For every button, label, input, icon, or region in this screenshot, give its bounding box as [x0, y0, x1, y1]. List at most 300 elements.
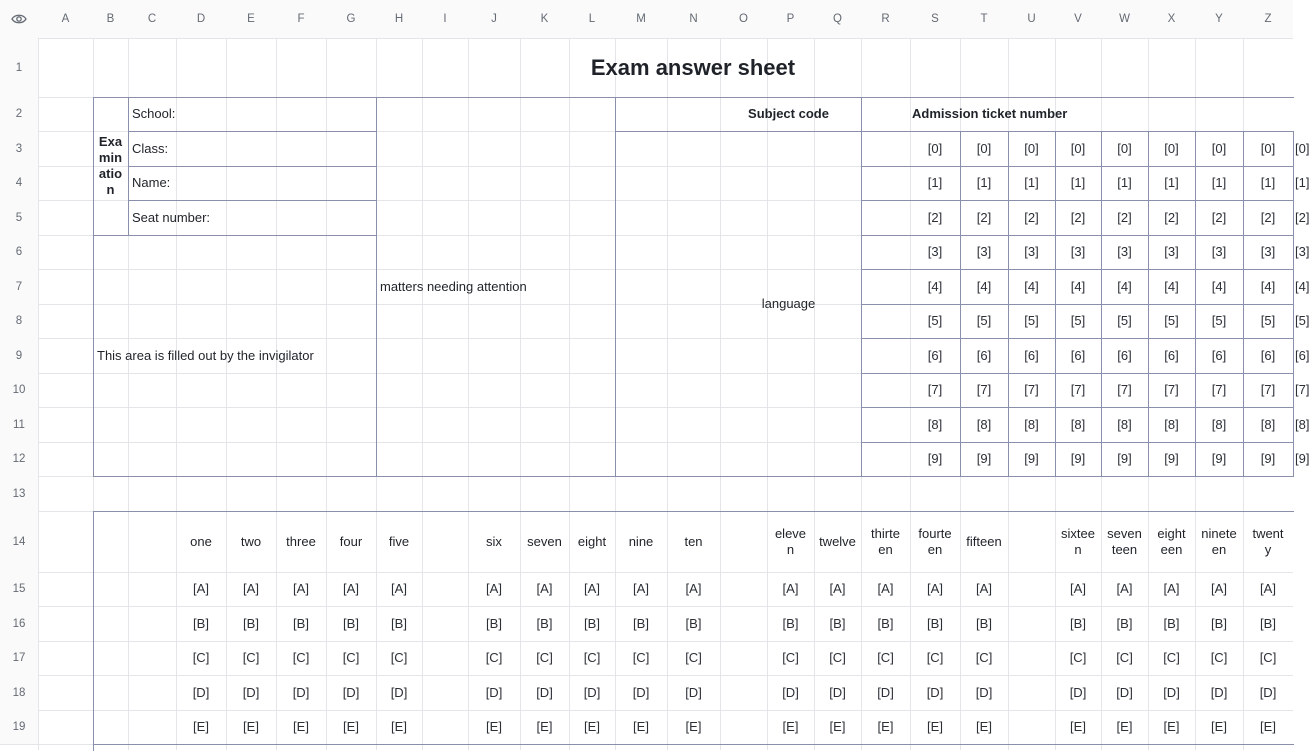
question-number: two [240, 533, 262, 549]
ticket-digit-mark[interactable]: [0] [976, 140, 992, 156]
ticket-digit-mark[interactable]: [7] [1260, 382, 1276, 397]
answer-choice-mark[interactable]: [E] [685, 719, 702, 734]
answer-choice-mark[interactable]: [A] [1070, 581, 1086, 596]
ticket-digit-mark[interactable]: [5] [1164, 313, 1179, 328]
column-header-o[interactable]: O [720, 0, 767, 38]
answer-choice-mark[interactable]: [A] [633, 581, 649, 596]
ticket-digit-mark[interactable]: [5] [1024, 313, 1039, 328]
answer-choice-mark[interactable]: [C] [192, 650, 210, 665]
ticket-digit-mark[interactable]: [6] [1070, 347, 1086, 363]
ticket-digit-mark[interactable]: [9] [1070, 451, 1086, 466]
answer-choice-mark[interactable]: [A] [584, 581, 600, 596]
ticket-digit-mark[interactable]: [5] [927, 313, 943, 328]
ticket-digit-mark[interactable]: [8] [1164, 416, 1179, 432]
column-header-l[interactable]: L [569, 0, 615, 38]
invigilator-area[interactable]: This area is filled out by the invigilator [97, 347, 314, 363]
border-line [960, 131, 961, 477]
question-number: fifteen [966, 533, 1002, 549]
answer-choice-mark[interactable]: [B] [391, 615, 407, 631]
ticket-digit-mark[interactable]: [4] [1164, 278, 1179, 294]
answer-choice-mark[interactable]: [A] [685, 581, 702, 596]
ticket-digit-mark[interactable]: [1] [1024, 175, 1039, 190]
eye-icon[interactable] [11, 13, 27, 25]
answer-choice-mark[interactable]: [D] [292, 684, 310, 700]
ticket-digit-mark[interactable]: [9] [1024, 451, 1039, 466]
field-label-1[interactable]: Class: [132, 140, 169, 156]
answer-choice-mark[interactable]: [B] [976, 615, 992, 631]
border-line [861, 269, 1294, 270]
column-header-b[interactable]: B [93, 0, 128, 38]
ticket-digit-mark[interactable]: [2] [927, 209, 943, 225]
row-header-10[interactable]: 10 [0, 373, 38, 407]
border-line [861, 304, 1294, 305]
ticket-digit-mark[interactable]: [5] [1070, 313, 1086, 328]
answer-choice-mark[interactable]: [B] [1070, 615, 1086, 631]
answer-choice-mark[interactable]: [B] [685, 615, 702, 631]
answer-choice-mark[interactable]: [E] [584, 719, 600, 734]
answer-choice-mark[interactable]: [E] [976, 719, 992, 734]
question-number: twelve [819, 533, 856, 549]
column-header-x[interactable]: X [1148, 0, 1195, 38]
ticket-digit-mark[interactable]: [5] [1211, 313, 1227, 328]
column-header-i[interactable]: I [422, 0, 468, 38]
field-label-0[interactable]: School: [132, 106, 176, 121]
ticket-digit-mark[interactable]: [8] [1295, 416, 1310, 432]
answer-choice-mark[interactable]: [E] [1116, 719, 1133, 734]
ticket-digit-mark[interactable]: [4] [976, 278, 992, 294]
column-header-c[interactable]: C [128, 0, 176, 38]
ticket-digit-mark[interactable]: [0] [1260, 140, 1276, 156]
answer-choice-mark[interactable]: [C] [342, 650, 360, 665]
answer-choice-mark[interactable]: [D] [685, 684, 702, 700]
answer-choice-mark[interactable]: [D] [1259, 684, 1277, 700]
answer-choice-mark[interactable]: [A] [1260, 581, 1276, 596]
ticket-digit-mark[interactable]: [7] [927, 382, 943, 397]
border-line [93, 97, 94, 477]
ticket-digit-mark[interactable]: [3] [927, 244, 943, 259]
answer-choice-mark[interactable]: [D] [877, 684, 894, 700]
row-header-4[interactable]: 4 [0, 166, 38, 200]
ticket-digit-mark[interactable]: [5] [1260, 313, 1276, 328]
answer-choice-mark[interactable]: [B] [243, 615, 259, 631]
ticket-digit-mark[interactable]: [7] [1070, 382, 1086, 397]
answer-choice-mark[interactable]: [C] [536, 650, 553, 665]
column-header-w[interactable]: W [1101, 0, 1148, 38]
answer-choice-mark[interactable]: [E] [536, 719, 553, 734]
question-number: four [339, 533, 363, 549]
answer-choice-mark[interactable]: [C] [292, 650, 310, 665]
answer-choice-mark[interactable]: [D] [342, 684, 360, 700]
ticket-digit-mark[interactable]: [0] [927, 140, 943, 156]
answer-choice-mark[interactable]: [A] [391, 581, 407, 596]
border-line [376, 97, 377, 477]
answer-choice-mark[interactable]: [A] [782, 581, 799, 596]
ticket-digit-mark[interactable]: [9] [1211, 451, 1227, 466]
border-line [861, 442, 1294, 443]
answer-choice-mark[interactable]: [D] [242, 684, 260, 700]
ticket-digit-mark[interactable]: [8] [1070, 416, 1086, 432]
ticket-digit-mark[interactable]: [5] [1295, 313, 1310, 328]
column-header-y[interactable]: Y [1195, 0, 1243, 38]
answer-choice-mark[interactable]: [A] [193, 581, 209, 596]
answer-choice-mark[interactable]: [B] [877, 615, 894, 631]
ticket-digit-mark[interactable]: [7] [1164, 382, 1179, 397]
answer-choice-mark[interactable]: [E] [829, 719, 846, 734]
column-header-k[interactable]: K [520, 0, 569, 38]
ticket-digit-mark[interactable]: [3] [1211, 244, 1227, 259]
answer-choice-mark[interactable]: [C] [485, 650, 503, 665]
row-header-1[interactable]: 1 [0, 38, 38, 97]
border-line [1055, 131, 1056, 477]
subject-code-label: Subject code [748, 106, 829, 121]
border-line [93, 476, 1294, 477]
border-line [615, 97, 616, 477]
ticket-digit-mark[interactable]: [3] [1070, 244, 1086, 259]
answer-choice-mark[interactable]: [A] [343, 581, 359, 596]
ticket-digit-mark[interactable]: [5] [1117, 313, 1132, 328]
answer-choice-mark[interactable]: [D] [782, 684, 799, 700]
ticket-digit-mark[interactable]: [6] [927, 347, 943, 363]
border-line [128, 166, 377, 167]
answer-choice-mark[interactable]: [D] [1163, 684, 1180, 700]
answer-choice-mark[interactable]: [A] [976, 581, 992, 596]
column-header-r[interactable]: R [861, 0, 910, 38]
ticket-digit-mark[interactable]: [6] [1117, 347, 1132, 363]
answer-choice-mark[interactable]: [D] [975, 684, 993, 700]
ticket-digit-mark[interactable]: [0] [1117, 140, 1132, 156]
ticket-digit-mark[interactable]: [9] [976, 451, 992, 466]
answer-choice-mark[interactable]: [B] [536, 615, 553, 631]
answer-choice-mark[interactable]: [C] [1259, 650, 1277, 665]
column-header-h[interactable]: H [376, 0, 422, 38]
question-number: twent y [1252, 525, 1284, 557]
row-header-15[interactable]: 15 [0, 572, 38, 606]
answer-choice-mark[interactable]: [C] [1069, 650, 1087, 665]
answer-choice-mark[interactable]: [B] [584, 615, 600, 631]
answer-choice-mark[interactable]: [E] [1211, 719, 1227, 734]
border-line [128, 200, 377, 201]
attention-area[interactable]: matters needing attention [380, 278, 527, 294]
answer-choice-mark[interactable]: [B] [343, 615, 359, 631]
ticket-digit-mark[interactable]: [7] [1117, 382, 1132, 397]
border-line [93, 235, 377, 236]
question-number: one [190, 533, 212, 549]
ticket-digit-mark[interactable]: [2] [1260, 209, 1276, 225]
answer-choice-mark[interactable]: [D] [536, 684, 553, 700]
answer-choice-mark[interactable]: [E] [391, 719, 407, 734]
ticket-digit-mark[interactable]: [6] [1164, 347, 1179, 363]
answer-choice-mark[interactable]: [C] [1116, 650, 1133, 665]
border-line [1008, 131, 1009, 477]
border-line [128, 131, 377, 132]
answer-choice-mark[interactable]: [D] [390, 684, 408, 700]
question-number: seven teen [1107, 525, 1142, 557]
ticket-digit-mark[interactable]: [4] [927, 278, 943, 294]
column-header-u[interactable]: U [1008, 0, 1055, 38]
answer-choice-mark[interactable]: [B] [293, 615, 309, 631]
row-header-13[interactable]: 13 [0, 476, 38, 511]
ticket-digit-mark[interactable]: [2] [976, 209, 992, 225]
ticket-digit-mark[interactable]: [2] [1117, 209, 1132, 225]
answer-choice-mark[interactable]: [C] [877, 650, 894, 665]
column-header-n[interactable]: N [667, 0, 720, 38]
ticket-digit-mark[interactable]: [3] [976, 244, 992, 259]
answer-choice-mark[interactable]: [A] [829, 581, 846, 596]
subject-value[interactable]: language [761, 295, 816, 311]
ticket-digit-mark[interactable]: [6] [976, 347, 992, 363]
border-line [861, 97, 862, 477]
sheet-title: Exam answer sheet [590, 54, 796, 80]
column-header-e[interactable]: E [226, 0, 276, 38]
answer-choice-mark[interactable]: [A] [927, 581, 943, 596]
answer-choice-mark[interactable]: [E] [782, 719, 799, 734]
answer-choice-mark[interactable]: [A] [243, 581, 259, 596]
answer-choice-mark[interactable]: [B] [193, 615, 209, 631]
border-line [93, 744, 1294, 745]
row-header-12[interactable]: 12 [0, 442, 38, 476]
row-header-14[interactable]: 14 [0, 511, 38, 572]
answer-choice-mark[interactable]: [E] [1260, 719, 1276, 734]
column-header-m[interactable]: M [615, 0, 667, 38]
answer-choice-mark[interactable]: [D] [926, 684, 944, 700]
column-header-v[interactable]: V [1055, 0, 1101, 38]
answer-choice-mark[interactable]: [A] [293, 581, 309, 596]
ticket-digit-mark[interactable]: [6] [1024, 347, 1039, 363]
border-line [861, 407, 1294, 408]
answer-choice-mark[interactable]: [D] [1116, 684, 1133, 700]
answer-choice-mark[interactable]: [C] [1163, 650, 1180, 665]
answer-choice-mark[interactable]: [D] [1210, 684, 1228, 700]
answer-choice-mark[interactable]: [E] [343, 719, 359, 734]
answer-choice-mark[interactable]: [C] [975, 650, 993, 665]
row-header-6[interactable]: 6 [0, 235, 38, 269]
answer-choice-mark[interactable]: [B] [782, 615, 799, 631]
header-corner [0, 0, 38, 38]
border-line [1101, 131, 1102, 477]
field-label-3[interactable]: Seat number: [132, 209, 211, 225]
ticket-digit-mark[interactable]: [2] [1024, 209, 1039, 225]
ticket-digit-mark[interactable]: [4] [1211, 278, 1227, 294]
answer-choice-mark[interactable]: [D] [485, 684, 503, 700]
border-line [861, 338, 1294, 339]
answer-choice-mark[interactable]: [A] [536, 581, 553, 596]
ticket-digit-mark[interactable]: [7] [1211, 382, 1227, 397]
border-line [93, 511, 1294, 512]
answer-choice-mark[interactable]: [E] [193, 719, 209, 734]
answer-choice-mark[interactable]: [E] [1070, 719, 1086, 734]
answer-choice-mark[interactable]: [B] [829, 615, 846, 631]
ticket-digit-mark[interactable]: [6] [1211, 347, 1227, 363]
border-line [93, 511, 94, 751]
ticket-digit-mark[interactable]: [6] [1295, 347, 1310, 363]
field-label-2[interactable]: Name: [132, 175, 171, 190]
ticket-digit-mark[interactable]: [3] [1260, 244, 1276, 259]
ticket-digit-mark[interactable]: [0] [1164, 140, 1179, 156]
answer-choice-mark[interactable]: [C] [632, 650, 650, 665]
ticket-digit-mark[interactable]: [1] [1211, 175, 1227, 190]
ticket-digit-mark[interactable]: [0] [1024, 140, 1039, 156]
answer-choice-mark[interactable]: [B] [486, 615, 502, 631]
ticket-digit-mark[interactable]: [8] [1117, 416, 1132, 432]
question-number: eleve n [774, 525, 807, 557]
column-header-t[interactable]: T [960, 0, 1008, 38]
admission-ticket-label: Admission ticket number [912, 106, 1068, 121]
border-line [615, 131, 1294, 132]
ticket-digit-mark[interactable]: [8] [976, 416, 992, 432]
answer-choice-mark[interactable]: [B] [1211, 615, 1227, 631]
column-header-z[interactable]: Z [1243, 0, 1293, 38]
answer-choice-mark[interactable]: [E] [633, 719, 649, 734]
answer-choice-mark[interactable]: [E] [243, 719, 259, 734]
answer-choice-mark[interactable]: [A] [1211, 581, 1227, 596]
answer-choice-mark[interactable]: [C] [782, 650, 799, 665]
border-line [1293, 131, 1294, 477]
ticket-digit-mark[interactable]: [4] [1260, 278, 1276, 294]
answer-choice-mark[interactable]: [A] [486, 581, 502, 596]
ticket-digit-mark[interactable]: [0] [1295, 140, 1310, 156]
column-header-a[interactable]: A [38, 0, 93, 38]
border-line [861, 373, 1294, 374]
border-line [128, 97, 129, 236]
answer-choice-mark[interactable]: [E] [1163, 719, 1180, 734]
answer-choice-mark[interactable]: [A] [1116, 581, 1133, 596]
ticket-digit-mark[interactable]: [4] [1070, 278, 1086, 294]
ticket-digit-mark[interactable]: [0] [1211, 140, 1227, 156]
border-line [1148, 131, 1149, 477]
ticket-digit-mark[interactable]: [1] [927, 175, 943, 190]
border-line [861, 200, 1294, 201]
answer-choice-mark[interactable]: [C] [242, 650, 260, 665]
row-header-3[interactable]: 3 [0, 131, 38, 166]
examination-label: Exa min atio n [98, 134, 123, 197]
column-header-d[interactable]: D [176, 0, 226, 38]
ticket-digit-mark[interactable]: [7] [1024, 382, 1039, 397]
ticket-digit-mark[interactable]: [4] [1024, 278, 1039, 294]
border-line [861, 235, 1294, 236]
ticket-digit-mark[interactable]: [2] [1070, 209, 1086, 225]
answer-choice-mark[interactable]: [D] [1069, 684, 1087, 700]
column-header-f[interactable]: F [276, 0, 326, 38]
answer-choice-mark[interactable]: [C] [926, 650, 944, 665]
ticket-digit-mark[interactable]: [8] [1211, 416, 1227, 432]
ticket-digit-mark[interactable]: [9] [1164, 451, 1179, 466]
column-header-q[interactable]: Q [814, 0, 861, 38]
question-number: thirte en [871, 525, 900, 557]
answer-choice-mark[interactable]: [B] [633, 615, 649, 631]
ticket-digit-mark[interactable]: [3] [1295, 244, 1310, 259]
row-header-11[interactable]: 11 [0, 407, 38, 442]
grid-vline [38, 0, 39, 750]
answer-choice-mark[interactable]: [C] [829, 650, 846, 665]
ticket-digit-mark[interactable]: [1] [1164, 175, 1179, 190]
answer-choice-mark[interactable]: [D] [829, 684, 846, 700]
row-header-9[interactable]: 9 [0, 338, 38, 373]
ticket-digit-mark[interactable]: [3] [1164, 244, 1179, 259]
answer-choice-mark[interactable]: [E] [293, 719, 309, 734]
ticket-digit-mark[interactable]: [0] [1070, 140, 1086, 156]
ticket-digit-mark[interactable]: [1] [1295, 175, 1310, 190]
answer-choice-mark[interactable]: [B] [927, 615, 943, 631]
border-line [861, 166, 1294, 167]
ticket-digit-mark[interactable]: [1] [1260, 175, 1276, 190]
row-header-7[interactable]: 7 [0, 269, 38, 304]
row-header-2[interactable]: 2 [0, 97, 38, 131]
ticket-digit-mark[interactable]: [9] [927, 451, 943, 466]
question-number: nine [628, 533, 654, 549]
question-number: eight [577, 533, 607, 549]
ticket-digit-mark[interactable]: [2] [1164, 209, 1179, 225]
question-number: ten [684, 533, 703, 549]
border-line [1243, 131, 1244, 477]
row-header-8[interactable]: 8 [0, 304, 38, 338]
answer-choice-mark[interactable]: [C] [390, 650, 408, 665]
question-number: three [286, 533, 316, 549]
ticket-digit-mark[interactable]: [4] [1117, 278, 1132, 294]
column-header-j[interactable]: J [468, 0, 520, 38]
row-header-19[interactable]: 19 [0, 710, 38, 744]
ticket-digit-mark[interactable]: [2] [1211, 209, 1227, 225]
column-header-p[interactable]: P [767, 0, 814, 38]
ticket-digit-mark[interactable]: [1] [1070, 175, 1086, 190]
ticket-digit-mark[interactable]: [6] [1260, 347, 1276, 363]
answer-choice-mark[interactable]: [B] [1163, 615, 1180, 631]
answer-choice-mark[interactable]: [A] [1163, 581, 1180, 596]
ticket-digit-mark[interactable]: [2] [1295, 209, 1310, 225]
row-header-18[interactable]: 18 [0, 675, 38, 710]
ticket-digit-mark[interactable]: [3] [1117, 244, 1132, 259]
ticket-digit-mark[interactable]: [7] [1295, 382, 1310, 397]
ticket-digit-mark[interactable]: [4] [1295, 278, 1310, 294]
ticket-digit-mark[interactable]: [7] [976, 382, 992, 397]
ticket-digit-mark[interactable]: [9] [1295, 451, 1310, 466]
question-number: five [388, 533, 410, 549]
column-header-s[interactable]: S [910, 0, 960, 38]
question-number: ninete en [1201, 525, 1237, 557]
ticket-digit-mark[interactable]: [8] [1024, 416, 1039, 432]
row-header-5[interactable]: 5 [0, 200, 38, 235]
answer-choice-mark[interactable]: [E] [877, 719, 894, 734]
answer-choice-mark[interactable]: [B] [1116, 615, 1133, 631]
ticket-digit-mark[interactable]: [8] [927, 416, 943, 432]
answer-choice-mark[interactable]: [C] [1210, 650, 1228, 665]
row-header-16[interactable]: 16 [0, 606, 38, 641]
border-line [93, 97, 1294, 98]
question-number: sixtee n [1061, 525, 1095, 557]
ticket-digit-mark[interactable]: [9] [1117, 451, 1132, 466]
answer-choice-mark[interactable]: [C] [685, 650, 702, 665]
ticket-digit-mark[interactable]: [1] [976, 175, 992, 190]
answer-choice-mark[interactable]: [E] [486, 719, 502, 734]
ticket-digit-mark[interactable]: [5] [976, 313, 992, 328]
row-header-17[interactable]: 17 [0, 641, 38, 675]
border-line [1195, 131, 1196, 477]
answer-choice-mark[interactable]: [B] [1260, 615, 1276, 631]
answer-choice-mark[interactable]: [D] [583, 684, 601, 700]
ticket-digit-mark[interactable]: [3] [1024, 244, 1039, 259]
ticket-digit-mark[interactable]: [8] [1260, 416, 1276, 432]
answer-choice-mark[interactable]: [E] [927, 719, 943, 734]
question-number: seven [527, 533, 562, 549]
answer-choice-mark[interactable]: [D] [192, 684, 210, 700]
answer-choice-mark[interactable]: [A] [877, 581, 894, 596]
column-header-g[interactable]: G [326, 0, 376, 38]
answer-choice-mark[interactable]: [D] [632, 684, 650, 700]
ticket-digit-mark[interactable]: [9] [1260, 451, 1276, 466]
ticket-digit-mark[interactable]: [1] [1117, 175, 1132, 190]
answer-choice-mark[interactable]: [C] [583, 650, 601, 665]
question-number: six [486, 533, 502, 549]
question-number: fourte en [918, 525, 952, 557]
